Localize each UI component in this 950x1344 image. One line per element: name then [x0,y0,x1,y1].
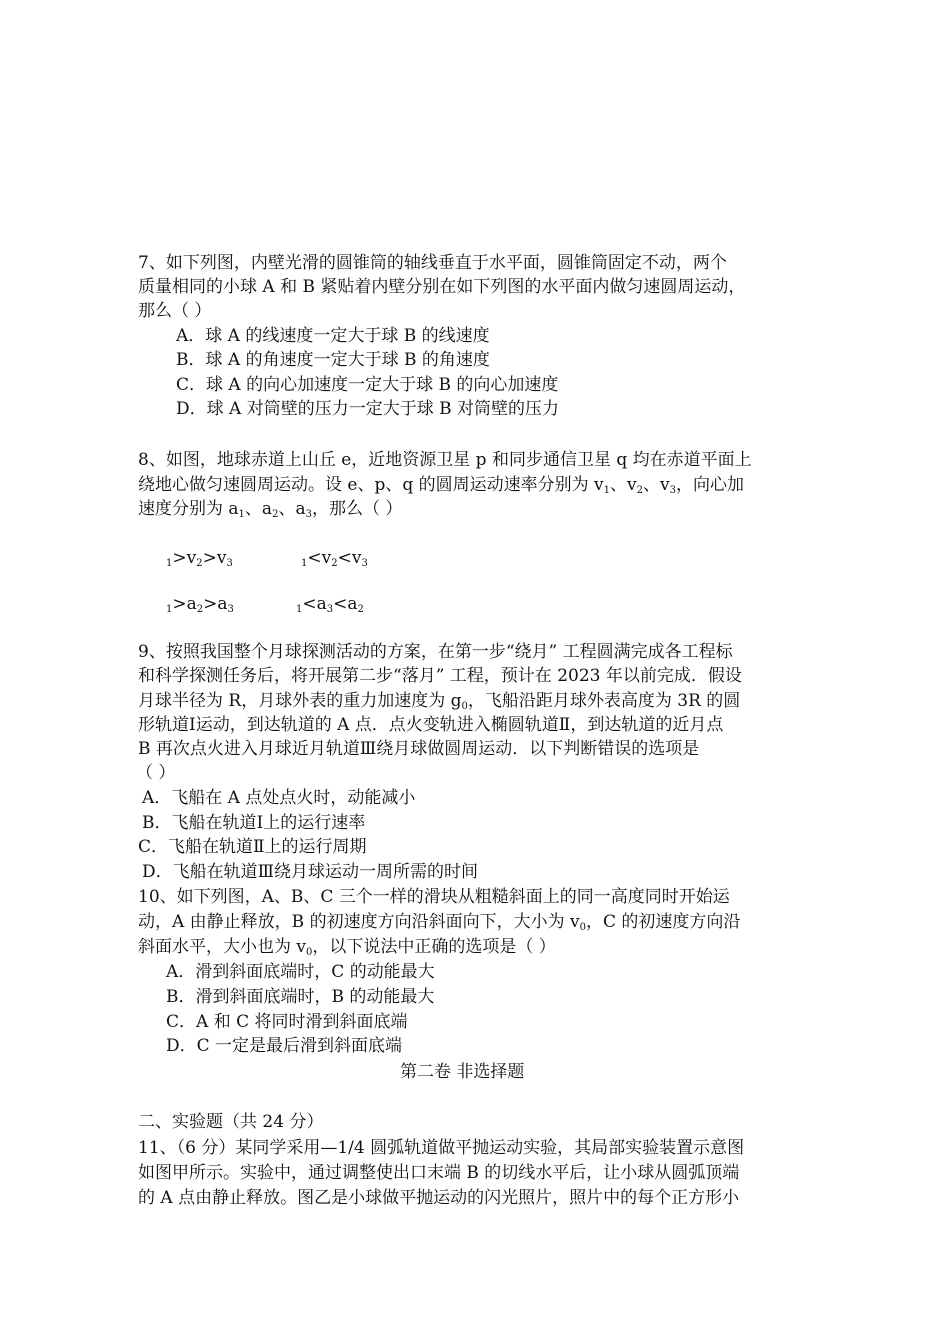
q11-line-1: 11、（6 分）某同学采用—1/4 圆弧轨道做平抛运动实验，其局部实验装置示意图 [138,1138,745,1158]
q8-option-d: $_1<a_3<a_2$ [296,594,364,615]
q9-line-4: 形轨道Ⅰ运动，到达轨道的 A 点．点火变轨进入椭圆轨道Ⅱ，到达轨道的近月点 [138,715,724,735]
q9-line-1: 9、按照我国整个月球探测活动的方案，在第一步“绕月” 工程圆满完成各工程标 [138,642,733,662]
q11-line-2: 如图甲所示。实验中，通过调整使出口末端 B 的切线水平后，让小球从圆弧顶端 [138,1163,740,1183]
q7-option-d: D．球 A 对筒壁的压力一定大于球 B 对筒壁的压力 [176,399,560,419]
q8-stem-line-2: 绕地心做匀速圆周运动。设 e、p、q 的圆周运动速率分别为 $v_1$、$v_2$、$v_3$，向心加 [138,475,744,496]
q7-option-b: B．球 A 的角速度一定大于球 B 的角速度 [176,350,490,370]
q8-stem-line-1: 8、如图，地球赤道上山丘 e，近地资源卫星 p 和同步通信卫星 q 均在赤道平面上 [138,450,752,470]
q9-option-c: C．飞船在轨道Ⅱ上的运行周期 [138,837,367,857]
q8-option-b: $_1<v_2<v_3$ [301,548,368,569]
q7-stem-line-3: 那么（ ） [138,301,212,321]
q10-option-b: B．滑到斜面底端时，B 的动能最大 [166,987,435,1007]
q7-stem-line-2: 质量相同的小球 A 和 B 紧贴着内壁分别在如下列图的水平面内做匀速圆周运动， [138,277,746,297]
q8-stem-line-3: 速度分别为 $a_1$、$a_2$、$a_3$，那么（ ） [138,499,403,520]
section-heading: 二、实验题（共 24 分） [138,1112,324,1132]
q7-stem-line-1: 7、如下列图，内壁光滑的圆锥筒的轴线垂直于水平面，圆锥筒固定不动，两个 [138,253,727,273]
q10-line-2: 动，A 由静止释放，B 的初速度方向沿斜面向下，大小为 $v_0$，C 的初速度方向沿 [138,912,741,933]
q9-line-3: 月球半径为 R，月球外表的重力加速度为 $g_0$，飞船沿距月球外表高度为 3R 的圆 [138,691,741,712]
q9-line-5: B 再次点火进入月球近月轨道Ⅲ绕月球做圆周运动．以下判断错误的选项是 [138,739,700,759]
part2-title: 第二卷 非选择题 [400,1062,525,1082]
q9-option-b: B．飞船在轨道Ⅰ上的运行速率 [142,813,366,833]
q7-option-a: A．球 A 的线速度一定大于球 B 的线速度 [176,326,490,346]
q9-line-6: （ ） [136,763,176,783]
q8-option-a: $_1>v_2>v_3$ [166,548,233,569]
q9-line-2: 和科学探测任务后，将开展第二步“落月” 工程，预计在 2023 年以前完成．假设 [138,666,742,686]
q7-option-c: C．球 A 的向心加速度一定大于球 B 的向心加速度 [176,375,559,395]
q10-option-d: D．C 一定是最后滑到斜面底端 [166,1036,403,1056]
q10-option-a: A．滑到斜面底端时，C 的动能最大 [166,962,435,982]
q9-option-a: A．飞船在 A 点处点火时，动能减小 [142,788,416,808]
q9-option-d: D．飞船在轨道Ⅲ绕月球运动一周所需的时间 [142,862,479,882]
q10-line-1: 10、如下列图，A、B、C 三个一样的滑块从粗糙斜面上的同一高度同时开始运 [138,887,730,907]
q11-line-3: 的 A 点由静止释放。图乙是小球做平抛运动的闪光照片，照片中的每个正方形小 [138,1188,740,1208]
q10-line-3: 斜面水平，大小也为 $v_0$，以下说法中正确的选项是（ ） [138,937,556,958]
q10-option-c: C．A 和 C 将同时滑到斜面底端 [166,1012,408,1032]
q8-option-c: $_1>a_2>a_3$ [166,594,234,615]
